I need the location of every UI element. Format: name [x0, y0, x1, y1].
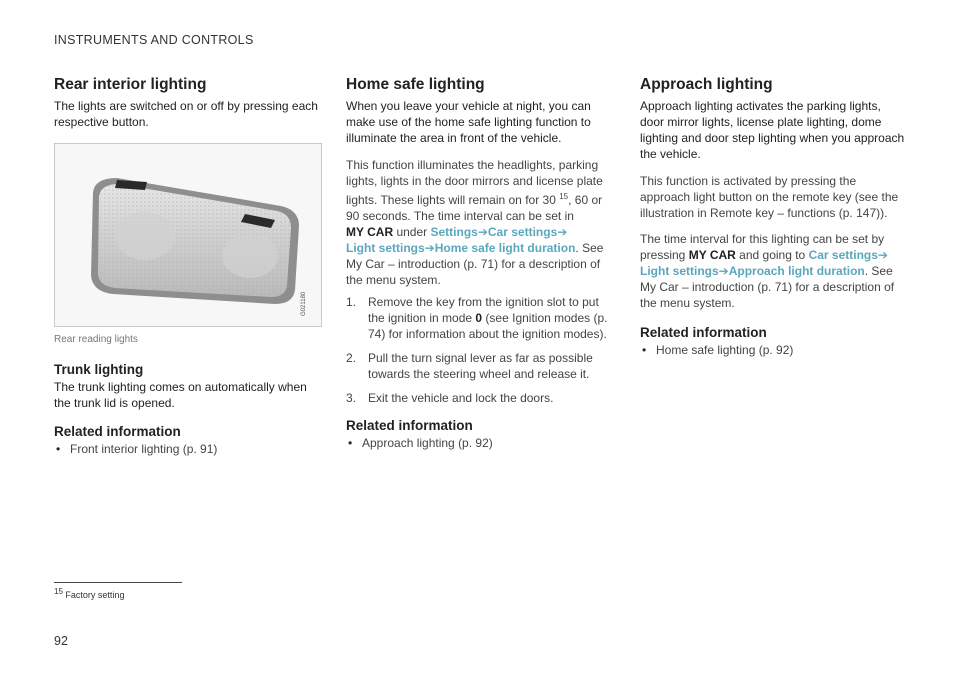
menu-path-car-settings: Car settings	[487, 225, 558, 239]
menu-path-settings: Settings	[430, 225, 478, 239]
running-header: INSTRUMENTS AND CONTROLS	[54, 33, 254, 47]
menu-path-car-settings: Car settings	[808, 248, 878, 262]
menu-path-approach-duration: Approach light duration	[728, 264, 865, 278]
section-lead: When you leave your vehicle at night, you can make use of the home safe lighting function to illuminate the area in front of the vehicle.	[346, 99, 591, 145]
related-info-list	[640, 342, 908, 358]
footnote-divider	[54, 582, 182, 583]
related-link[interactable]: • Approach lighting (p. 92)	[346, 435, 614, 451]
mycar-label: MY CAR	[346, 225, 394, 239]
section-title: Home safe lighting	[346, 76, 485, 93]
related-link[interactable]: • Home safe lighting (p. 92)	[640, 342, 908, 358]
subsection-title-trunk: Trunk lighting	[54, 362, 144, 377]
footnote-ref[interactable]: 15	[559, 192, 569, 201]
footnote-number: 15	[54, 587, 63, 596]
column-rear-interior-lighting	[54, 76, 322, 457]
section-lead: The lights are switched on or off by pressing each respective button.	[54, 99, 318, 129]
related-info-title: Related information	[346, 418, 473, 433]
steps-list	[346, 294, 614, 406]
section-title: Approach lighting	[640, 76, 773, 93]
arrow-right-icon: ➔	[477, 225, 488, 239]
arrow-right-icon: ➔	[877, 248, 888, 262]
body-text: , 60 or 90 seconds. The time interval can be set in	[346, 193, 603, 223]
trunk-text: The trunk lighting comes on automatically when the trunk lid is opened.	[54, 380, 307, 410]
page-number: 92	[54, 634, 68, 648]
step-item: 2. Pull the turn signal lever as far as possible towards the steering wheel and release it.	[346, 351, 593, 381]
menu-path-home-safe-duration: Home safe light duration	[434, 241, 576, 255]
section-title: Rear interior lighting	[54, 76, 207, 93]
body-text: The time interval for this lighting can be set by pressing	[640, 232, 885, 262]
column-approach-lighting	[640, 76, 908, 358]
body-text: under	[393, 225, 431, 239]
reading-light-illustration	[55, 144, 321, 326]
body-text: . See My Car – introduction (p. 71) for a description of the menu system.	[346, 241, 604, 287]
arrow-right-icon: ➔	[718, 264, 729, 278]
arrow-right-icon: ➔	[557, 225, 568, 239]
column-home-safe-lighting	[346, 76, 614, 451]
arrow-right-icon: ➔	[424, 241, 435, 255]
related-info-list	[346, 435, 614, 451]
body-text: This function illuminates the headlights, parking lights, lights in the door mirrors and license plate lights. These lights will remain on for 30	[346, 158, 603, 207]
body-text: . See My Car – introduction (p. 71) for a description of the menu system.	[640, 264, 895, 310]
mycar-label: MY CAR	[688, 248, 736, 262]
related-info-list	[54, 441, 322, 457]
rear-reading-lights-image	[54, 143, 322, 327]
approach-body-b	[640, 231, 908, 311]
related-info-title: Related information	[640, 325, 767, 340]
step-item: 3. Exit the vehicle and lock the doors.	[346, 391, 554, 405]
body-text: and going to	[735, 248, 809, 262]
footnote-text: Factory setting	[65, 590, 125, 600]
home-safe-body	[346, 157, 614, 288]
menu-path-light-settings: Light settings	[346, 241, 425, 255]
section-lead: Approach lighting activates the parking lights, door mirror lights, license plate lighting, dome lighting and door step lighting when you approach the vehicle.	[640, 99, 905, 161]
image-caption: Rear reading lights	[54, 334, 138, 345]
approach-body-a: This function is activated by pressing the approach light button on the remote key (see the illustration in Remote key – functions (p. 147)).	[640, 174, 899, 220]
related-link[interactable]: • Front interior lighting (p. 91)	[54, 441, 322, 457]
menu-path-light-settings: Light settings	[640, 264, 719, 278]
image-code: G021180	[301, 291, 307, 316]
footnote	[54, 587, 124, 600]
related-info-title: Related information	[54, 424, 181, 439]
step-item: 1. Remove the key from the ignition slot to put the ignition in mode 0 (see Ignition modes (p. 74) for information about the ignition modes).	[346, 295, 608, 341]
